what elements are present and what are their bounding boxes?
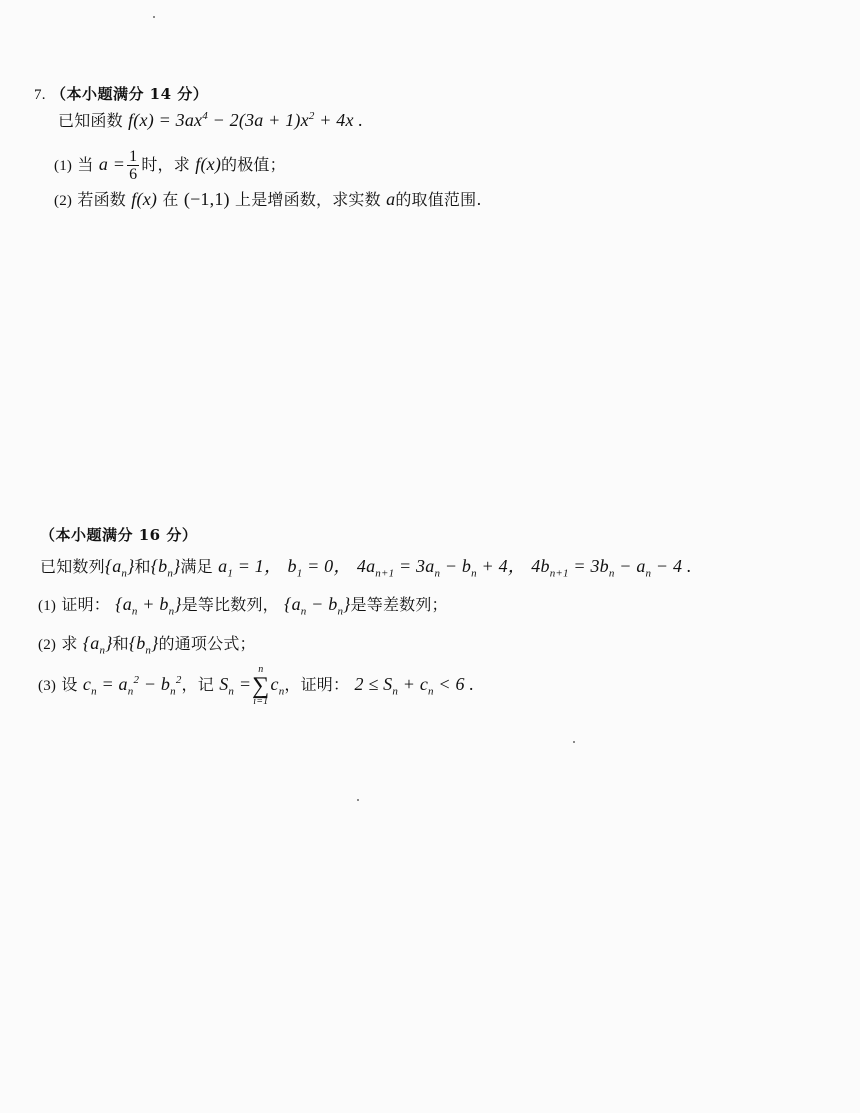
problem-7-statement: [58, 110, 363, 131]
statement-prefix: 已知函数: [58, 111, 123, 130]
part-label: (2): [54, 193, 73, 209]
problem-7-part-1: (1) 当 a = $\frac{1}{6}$ 时，求 f(x)的极值；: [54, 148, 286, 183]
problem-7-header: [34, 84, 208, 105]
part-label: (3): [38, 678, 57, 694]
part-label: (1): [38, 598, 57, 614]
recurrence-b: $4b_{n+1} = 3b_n - a_n - 4$ .: [531, 556, 692, 580]
problem-number: 7.: [34, 87, 46, 103]
problem-8-header: [40, 525, 197, 545]
fraction-one-sixth: $\frac{1}{6}$: [129, 148, 138, 183]
problem-score-heading: （本小题满分 14 分）: [50, 85, 209, 103]
problem-score-heading: （本小题满分 16 分）: [40, 526, 198, 544]
problem-8-statement: 已知数列$\{a_n\}$和$\{b_n\}$满足 $a_1 = 1$， $b_1 = 0$， $4a_{n+1} = 3a_n - b_n + 4$， $4b_{n+1} = 3b_n - a_n - 4$ .: [40, 556, 692, 580]
problem-8-part-2: (2) 求 $\{a_n\}$和$\{b_n\}$的通项公式；: [38, 633, 256, 657]
scan-speck: [153, 16, 155, 18]
part-label: (2): [38, 637, 57, 653]
problem-7-part-2: (2) 若函数 f(x) 在 (−1,1) 上是增函数，求实数 a的取值范围.: [54, 189, 482, 209]
scan-speck: [573, 741, 575, 743]
problem-8-part-3: (3) 设 $c_n = a_n^2 - b_n^2$，记 $S_n$ = n ∑ i=1 $c_n$，证明： $2 \le S_n + c_n < 6$ .: [38, 663, 475, 707]
problem-8-part-1: (1) 证明： $\{a_n + b_n\}$是等比数列， $\{a_n - b_n\}$是等差数列；: [38, 594, 448, 618]
summation-symbol: n ∑ i=1: [252, 663, 270, 707]
recurrence-a: $4a_{n+1} = 3a_n - b_n + 4$，: [356, 556, 526, 580]
scan-speck: [357, 799, 359, 801]
part-label: (1): [54, 158, 73, 174]
inequality: $2 \le S_n + c_n < 6$ .: [354, 674, 475, 698]
function-definition: $f(x) = 3ax^4 - 2(3a + 1)x^2 + 4x$ .: [128, 110, 364, 130]
